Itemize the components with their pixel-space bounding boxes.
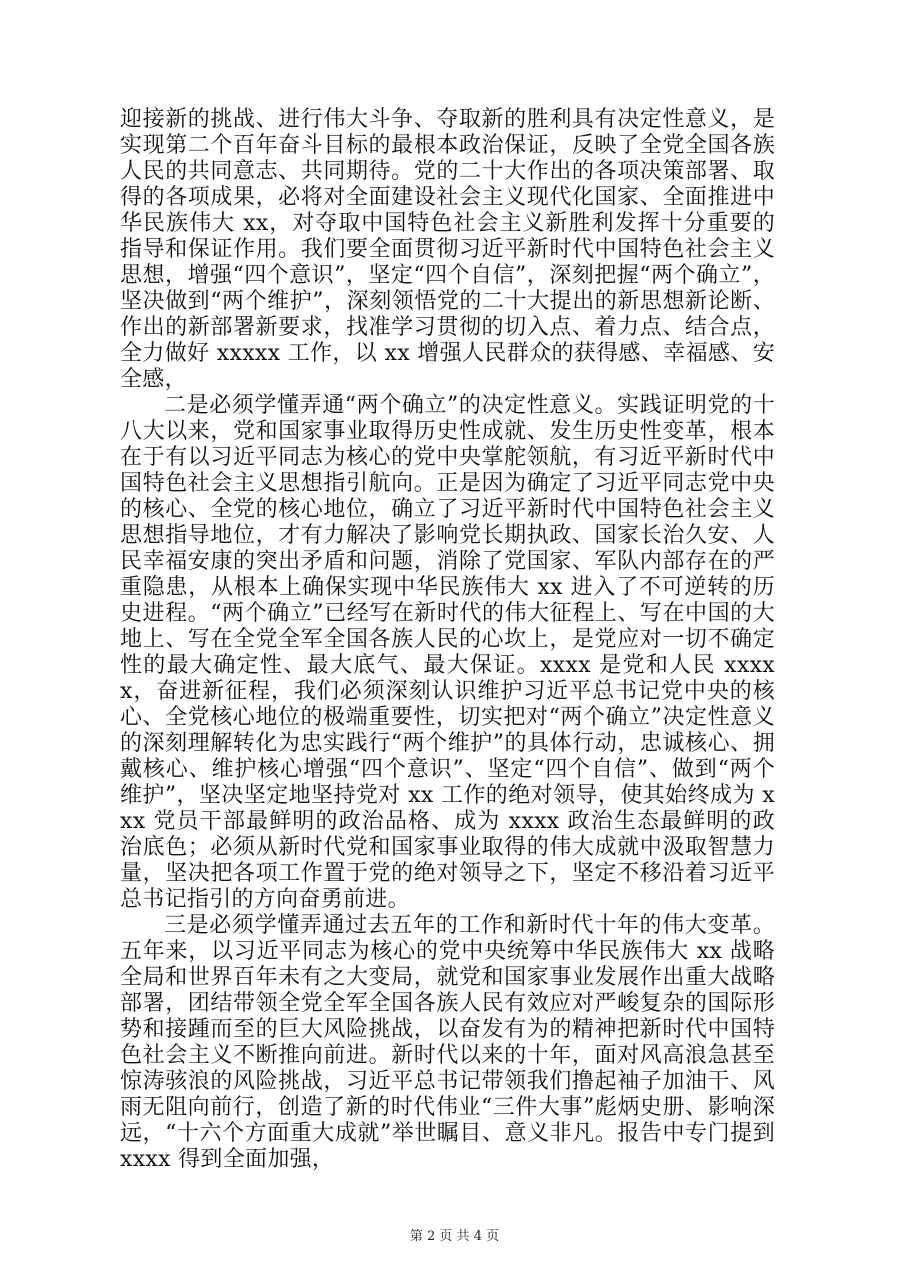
- paragraph-1: 迎接新的挑战、进行伟大斗争、夺取新的胜利具有决定性意义，是实现第二个百年奋斗目标的最根本政治保证，反映了全党全国各族人民的共同意志、共同期待。党的二十大作出的各项决策部署、取得的各项成果，必将对全面建设社会主义现代化国家、全面推进中华民族伟大 xx，对夺取中国特色社会主义新胜利发挥十分重要的指导和保证作用。我们要全面贯彻习近平新时代中国特色社会主义思想，增强“四个意识”，坚定“四个自信”，深刻把握“两个确立”，坚决做到“两个维护”，深刻领悟党的二十大提出的新思想新论断、作出的新部署新要求，找准学习贯彻的切入点、着力点、结合点，全力做好 xxxxx 工作，以 xx 增强人民群众的获得感、幸福感、安全感，: [120, 107, 775, 392]
- paragraph-2: 二是必须学懂弄通“两个确立”的决定性意义。实践证明党的十八大以来，党和国家事业取得历史性成就、发生历史性变革，根本在于有以习近平同志为核心的党中央掌舵领航，有习近平新时代中国特色社会主义思想指引航向。正是因为确定了习近平同志党中央的核心、全党的核心地位，确立了习近平新时代中国特色社会主义思想指导地位，才有力解决了影响党长期执政、国家长治久安、人民幸福安康的突出矛盾和问题，消除了党国家、军队内部存在的严重隐患，从根本上确保实现中华民族伟大 xx 进入了不可逆转的历史进程。“两个确立”已经写在新时代的伟大征程上、写在中国的大地上、写在全党全军全国各族人民的心坎上，是党应对一切不确定性的最大确定性、最大底气、最大保证。xxxx 是党和人民 xxxxx，奋进新征程，我们必须深刻认识维护习近平总书记党中央的核心、全党核心地位的极端重要性，切实把对“两个确立”决定性意义的深刻理解转化为忠实践行“两个维护”的具体行动，忠诚核心、拥戴核心、维护核心增强“四个意识”、坚定“四个自信”、做到“两个维护”，坚决坚定地坚持党对 xx 工作的绝对领导，使其始终成为 xxx 党员干部最鲜明的政治品格、成为 xxxx 政治生态最鲜明的政治底色；必须从新时代党和国家事业取得的伟大成就中汲取智慧力量，坚决把各项工作置于党的绝对领导之下，坚定不移沿着习近平总书记指引的方向奋勇前进。: [120, 393, 775, 912]
- paragraph-3: 三是必须学懂弄通过去五年的工作和新时代十年的伟大变革。五年来，以习近平同志为核心的党中央统筹中华民族伟大 xx 战略全局和世界百年未有之大变局，就党和国家事业发展作出重大战略部署，团结带领全党全军全国各族人民有效应对严峻复杂的国际形势和接踵而至的巨大风险挑战，以奋发有为的精神把新时代中国特色社会主义不断推向前进。新时代以来的十年，面对风高浪急甚至惊涛骇浪的风险挑战，习近平总书记带领我们撸起袖子加油干、风雨无阻向前行，创造了新的时代伟业“三件大事”彪炳史册、影响深远，“十六个方面重大成就”举世瞩目、意义非凡。报告中专门提到 xxxx 得到全面加强，: [120, 913, 775, 1172]
- page-footer: 第 2 页 共 4 页: [409, 1229, 500, 1244]
- document-body: [120, 107, 775, 1173]
